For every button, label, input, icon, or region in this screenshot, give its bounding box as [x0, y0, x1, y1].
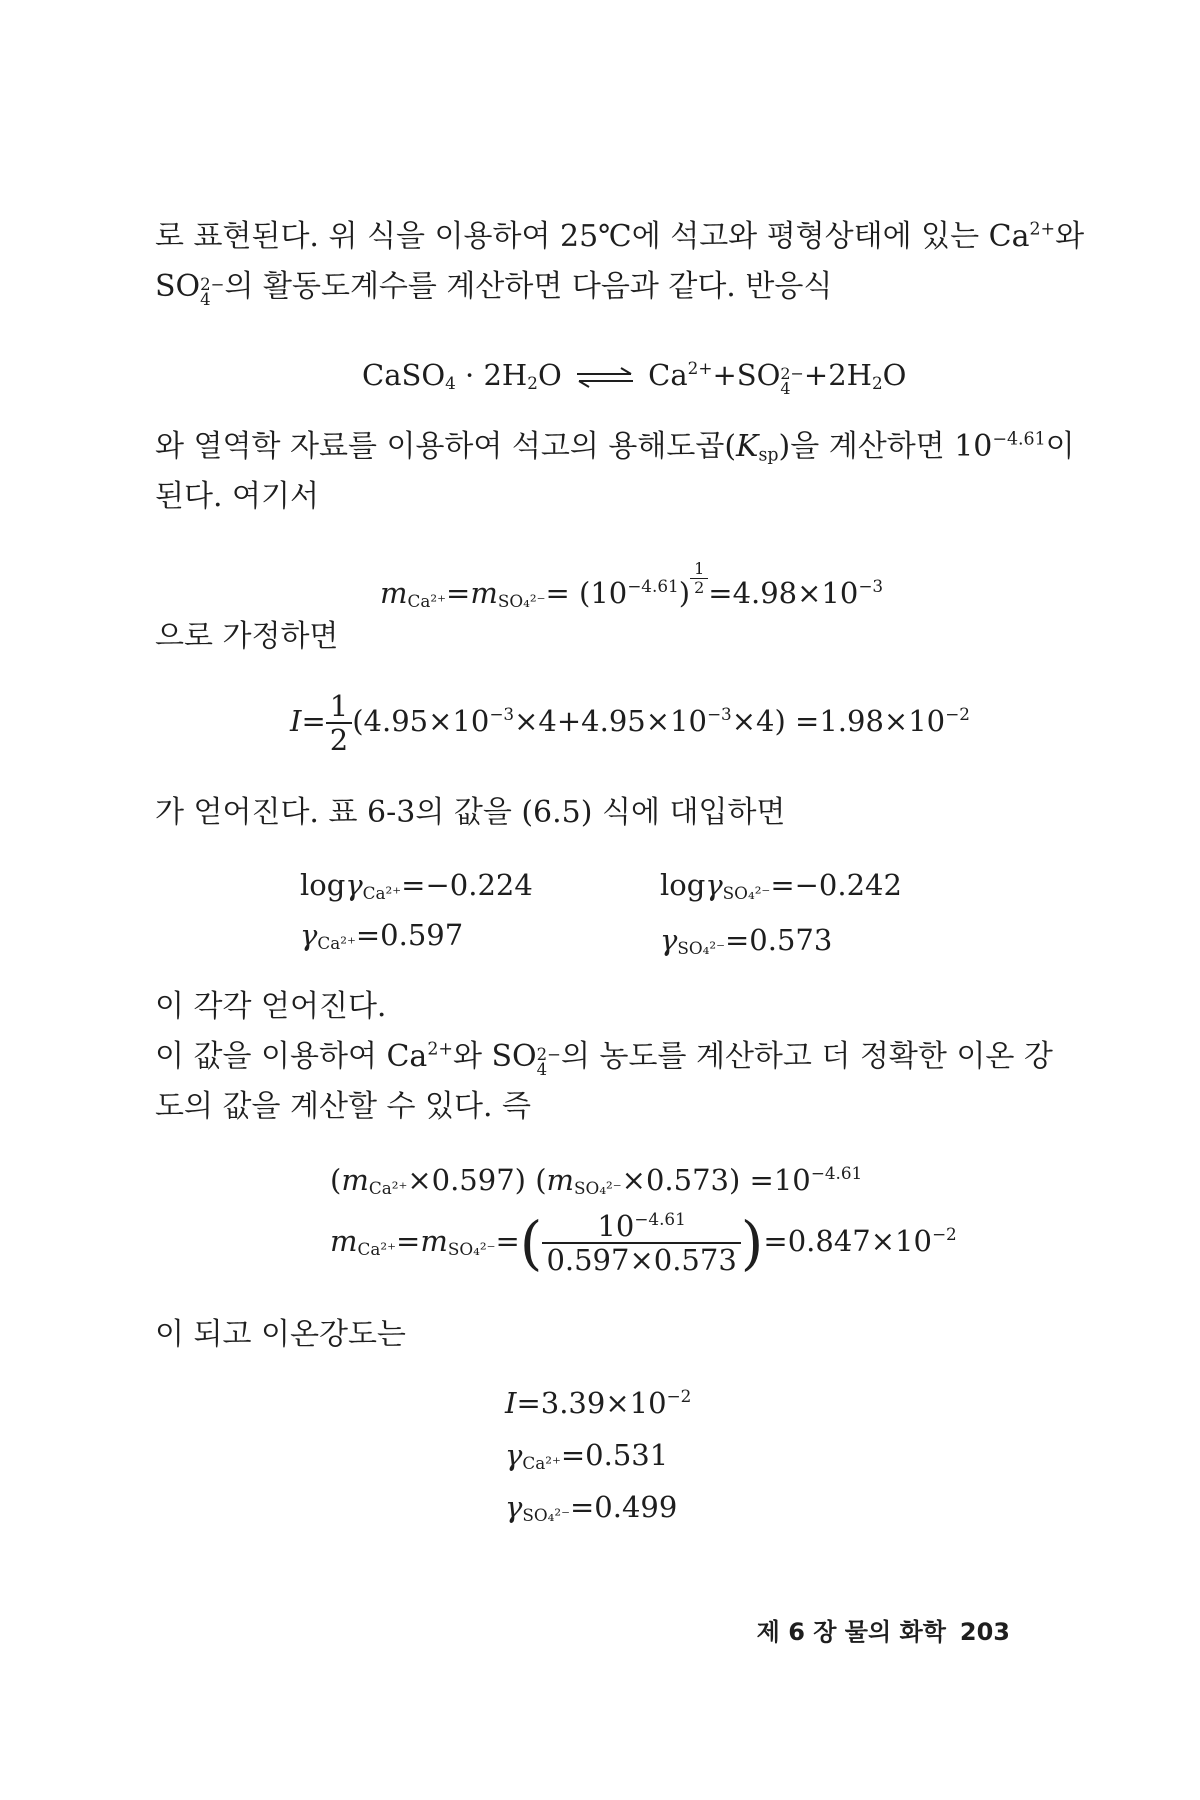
gamma-symbol: γ	[505, 1438, 523, 1472]
superscript: −3	[858, 576, 884, 597]
superscript: −4.61	[627, 576, 679, 597]
subscript: 2	[527, 373, 538, 394]
gamma-so4	[660, 923, 833, 959]
subscript: SO₄²⁻	[522, 1505, 570, 1526]
subscript: Ca²⁺	[522, 1453, 561, 1474]
text: 와	[452, 1039, 492, 1074]
sulfate-ion: SO	[491, 1039, 537, 1074]
subscript: SO₄²⁻	[574, 1178, 622, 1199]
molality-symbol: m	[330, 1224, 358, 1258]
charge: 2−	[536, 1045, 561, 1065]
text: )을 계산하면 10	[778, 429, 993, 464]
paragraph-1-line-2	[155, 269, 1035, 309]
ionic-strength-equation	[290, 690, 970, 756]
sulfate-ion: SO	[155, 269, 201, 304]
paren: )	[678, 576, 691, 610]
text: 의 농도를 계산하고 더 정확한 이온 강	[560, 1039, 1053, 1074]
paragraph-7	[155, 1317, 1035, 1352]
count: 4	[780, 378, 791, 398]
value: =−0.242	[770, 868, 902, 902]
text: 이 되고 이온강도는	[155, 1317, 406, 1352]
gamma-symbol: γ	[345, 868, 363, 902]
gamma-symbol: γ	[705, 868, 723, 902]
text: 이 값을 이용하여 Ca	[155, 1039, 428, 1074]
subscript: SO₄²⁻	[677, 938, 725, 959]
text: 의 활동도계수를 계산하면 다음과 같다. 반응식	[224, 269, 833, 304]
ksp-symbol: K	[736, 429, 759, 464]
equilibrium-arrows-icon	[575, 366, 635, 388]
left-paren: (	[519, 1209, 543, 1277]
oxygen: O	[882, 358, 907, 392]
subscript: Ca²⁺	[317, 933, 356, 954]
superscript: −4.61	[810, 1163, 863, 1184]
subscript: Ca²⁺	[407, 591, 447, 612]
paragraph-4	[155, 795, 1035, 830]
text: 이 각각 얻어진다.	[155, 989, 387, 1024]
numerator	[542, 1210, 740, 1244]
superscript: 2+	[1029, 219, 1056, 240]
superscript: −3	[489, 704, 515, 725]
paragraph-2-line-2	[155, 479, 1035, 514]
paragraph-6-line-1	[155, 1039, 1053, 1079]
denominator: 0.597×0.573	[546, 1243, 737, 1277]
molality-symbol: m	[470, 576, 498, 610]
oxygen: O	[537, 358, 562, 392]
log: log	[300, 868, 346, 902]
gamma-ca	[300, 918, 464, 954]
value: =0.573	[725, 923, 833, 957]
calcium-ion: Ca	[648, 358, 688, 392]
gamma-symbol: γ	[505, 1490, 523, 1524]
superscript: 2+	[687, 358, 713, 379]
text: 로 표현된다. 위 식을 이용하여 25℃에 석고와 평형상태에 있는 Ca	[155, 219, 1030, 254]
subscript: Ca²⁺	[357, 1239, 397, 1260]
reactant: CaSO	[362, 358, 446, 392]
ion-charge	[200, 275, 225, 309]
paragraph-5	[155, 989, 1035, 1024]
page-footer	[0, 1612, 1200, 1647]
text: 으로 가정하면	[155, 619, 339, 654]
expression: (4.95×10	[352, 704, 490, 738]
final-gamma-so4	[505, 1490, 678, 1526]
final-ionic-strength	[505, 1388, 691, 1418]
paragraph-2-line-1	[155, 429, 1075, 466]
ionic-strength-symbol: I	[290, 704, 302, 738]
log: log	[660, 868, 706, 902]
paragraph-1-line-1	[155, 219, 1085, 254]
molality-symbol: m	[546, 1163, 575, 1197]
operator: =	[446, 576, 471, 610]
value: =0.597	[355, 918, 464, 952]
superscript: 2+	[427, 1039, 453, 1060]
operator: =	[495, 1224, 520, 1258]
superscript: −4.61	[634, 1209, 686, 1230]
superscript: −2	[931, 1224, 957, 1245]
text: 도의 값을 계산할 수 있다. 즉	[155, 1089, 531, 1124]
hydrate: · 2H	[455, 358, 528, 392]
denominator: 2	[329, 723, 349, 757]
operator: =	[301, 704, 326, 738]
fraction	[542, 1210, 740, 1276]
log-gamma-so4	[660, 868, 902, 904]
result: =4.98×10	[708, 576, 859, 610]
expression: = (10	[545, 576, 628, 610]
value: =0.499	[570, 1490, 678, 1524]
superscript: −2	[945, 704, 970, 725]
denominator: 2	[694, 578, 705, 597]
page-number: 203	[959, 1618, 1010, 1646]
numerator: 1	[690, 560, 708, 579]
subscript: SO₄²⁻	[722, 883, 771, 904]
subscript: SO₄²⁻	[497, 591, 546, 612]
paragraph-6-line-2	[155, 1089, 1035, 1124]
paragraph-3	[155, 619, 1035, 654]
subscript: sp	[758, 445, 779, 466]
value: =0.531	[560, 1438, 669, 1472]
product-equation	[330, 1163, 863, 1199]
subscript: Ca²⁺	[362, 883, 402, 904]
molality-equation-2	[330, 1210, 957, 1276]
numerator: 1	[326, 690, 352, 724]
molality-symbol: m	[380, 576, 408, 610]
expression: ×0.597) (	[407, 1163, 547, 1197]
log-gamma-ca	[300, 868, 533, 904]
ion-charge	[780, 364, 804, 398]
reaction-equation	[362, 360, 906, 396]
expression: ×4+4.95×10	[514, 704, 707, 738]
molality-symbol: m	[341, 1163, 369, 1197]
superscript: −2	[666, 1386, 692, 1407]
count: 4	[536, 1060, 548, 1079]
ionic-strength-symbol: I	[505, 1386, 517, 1420]
chapter-title: 제 6 장 물의 화학	[756, 1618, 946, 1646]
gamma-symbol: γ	[300, 918, 318, 952]
sulfate-ion: +SO	[712, 358, 781, 392]
half-fraction	[326, 690, 352, 756]
subscript: Ca²⁺	[368, 1178, 408, 1199]
subscript: 4	[445, 373, 456, 394]
text: 이	[1045, 429, 1075, 464]
subscript: 2	[871, 373, 883, 394]
value: =−0.224	[401, 868, 533, 902]
charge: 2−	[200, 275, 225, 295]
text: 가 얻어진다. 표 6-3의 값을 (6.5) 식에 대입하면	[155, 795, 786, 830]
superscript: −4.61	[992, 429, 1046, 450]
gamma-symbol: γ	[660, 923, 678, 957]
value: =3.39×10	[516, 1386, 667, 1420]
right-paren: )	[740, 1209, 764, 1277]
result: =0.847×10	[763, 1224, 932, 1258]
final-gamma-ca	[505, 1438, 669, 1474]
subscript: SO₄²⁻	[447, 1239, 496, 1260]
expression: ×4) =1.98×10	[731, 704, 946, 738]
molality-equation	[380, 559, 884, 612]
text: 와	[1055, 219, 1085, 254]
ion-charge	[536, 1045, 561, 1079]
charge: 2−	[780, 364, 804, 384]
text: 된다. 여기서	[155, 479, 319, 514]
text: 와 열역학 자료를 이용하여 석고의 용해도곱(	[155, 429, 737, 464]
operator: =	[396, 1224, 421, 1258]
water: +2H	[803, 358, 872, 392]
paren: (	[330, 1163, 342, 1197]
expression: ×0.573) =10	[621, 1163, 811, 1197]
half-exponent	[690, 560, 708, 597]
superscript: −3	[706, 704, 732, 725]
molality-symbol: m	[420, 1224, 448, 1258]
base: 10	[597, 1209, 635, 1243]
count: 4	[200, 290, 211, 309]
